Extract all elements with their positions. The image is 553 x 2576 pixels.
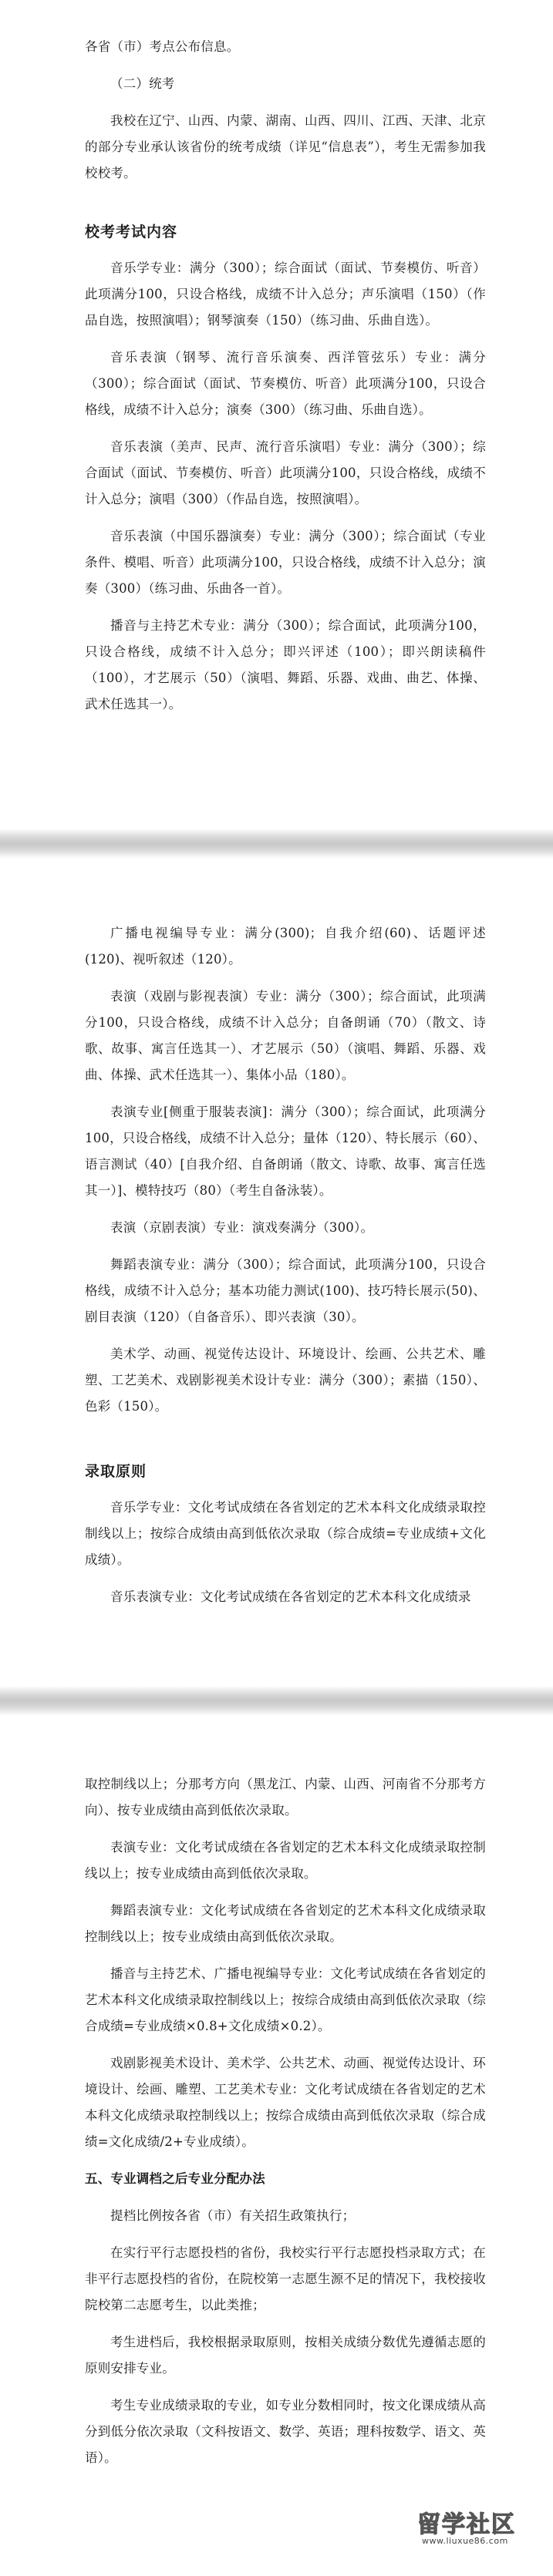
paragraph: 广播电视编导专业：满分(300)；自我介绍(60)、话题评述(120)、视听叙述（120）。 (85, 926, 486, 967)
page-separator (0, 829, 553, 859)
paragraph: 取控制线以上；分那考方向（黑龙江、内蒙、山西、河南省不分那考方向）、按专业成绩由高到低依次录取。 (85, 1777, 486, 1818)
paragraph: 表演专业[侧重于服装表演]：满分（300）；综合面试，此项满分100，只设合格线，成绩不计入总分；量体（120）、特长展示（60）、语言测试（40）[自我介绍、自备朗诵（散文、诗歌、故事、寓言任选其一）]、模特技巧（80）（考生自备泳装）。 (85, 1105, 486, 1198)
paragraph: 音乐表演（中国乐器演奏）专业：满分（300）；综合面试（专业条件、模唱、听音）此项满分100，只设合格线，成绩不计入总分；演奏（300）（练习曲、乐曲各一首）。 (85, 529, 486, 596)
paragraph: 美术学、动画、视觉传达设计、环境设计、绘画、公共艺术、雕塑、工艺美术、戏剧影视美术设计专业：满分（300）；素描（150）、色彩（150）。 (85, 1347, 486, 1414)
paragraph: 各省（市）考点公布信息。 (85, 39, 240, 54)
page-separator (0, 1686, 553, 1716)
heading-admission-principles: 录取原则 (85, 1463, 147, 1480)
site-watermark-logo (413, 2502, 536, 2556)
paragraph: 考生专业成绩录取的专业，如专业分数相同时，按文化课成绩从高分到低分依次录取（文科按语文、数学、英语；理科按数学、语文、英语）。 (85, 2398, 486, 2465)
paragraph: 舞蹈表演专业：满分（300）；综合面试，此项满分100，只设合格线，成绩不计入总分；基本功能力测试(100)、技巧特长展示(50)、剧目表演（120）（自备音乐）、即兴表演（30）。 (85, 1257, 486, 1324)
paragraph: 我校在辽宁、山西、内蒙、湖南、山西、四川、江西、天津、北京的部分专业承认该省份的统考成绩（详见“信息表”），考生无需参加我校校考。 (85, 113, 486, 180)
page-1-content (85, 34, 486, 728)
heading-exam-content: 校考考试内容 (85, 224, 178, 240)
paragraph: 音乐学专业：文化考试成绩在各省划定的艺术本科文化成绩录取控制线以上；按综合成绩由高到低依次录取（综合成绩=专业成绩+文化成绩）。 (85, 1500, 486, 1567)
section-heading-allocation: 五、专业调档之后专业分配办法 (85, 2171, 265, 2186)
paragraph: 舞蹈表演专业：文化考试成绩在各省划定的艺术本科文化成绩录取控制线以上；按专业成绩由高到低依次录取。 (85, 1903, 486, 1944)
paragraph: 戏剧影视美术设计、美术学、公共艺术、动画、视觉传达设计、环境设计、绘画、雕塑、工艺美术专业：文化考试成绩在各省划定的艺术本科文化成绩录取控制线以上；按综合成绩由高到低依次录取（综合成绩=文化成绩/2+专业成绩）。 (85, 2056, 486, 2149)
paragraph: 音乐表演（美声、民声、流行音乐演唱）专业：满分（300）；综合面试（面试、节奏模仿、听音）此项满分100，只设合格线，成绩不计入总分；演唱（300）（作品自选，按照演唱）。 (85, 439, 486, 506)
paragraph: 播音与主持艺术、广播电视编导专业：文化考试成绩在各省划定的艺术本科文化成绩录取控制线以上；按综合成绩由高到低依次录取（综合成绩=专业成绩×0.8+文化成绩×0.2）。 (85, 1966, 486, 2033)
section-subheading: （二）统考 (110, 76, 175, 91)
paragraph: 播音与主持艺术专业：满分（300）；综合面试，此项满分100，只设合格线，成绩不计入总分；即兴评述（100）；即兴朗读稿件（100），才艺展示（50）（演唱、舞蹈、乐器、戏曲、曲艺、体操、武术任选其一）。 (85, 618, 486, 711)
paragraph: 音乐学专业：满分（300）；综合面试（面试、节奏模仿、听音）此项满分100，只设合格线，成绩不计入总分；声乐演唱（150）（作品自选，按照演唱）；钢琴演奏（150）（练习曲、乐曲自选）。 (85, 261, 486, 328)
document-page-1 (0, 0, 553, 829)
paragraph: 音乐表演专业：文化考试成绩在各省划定的艺术本科文化成绩录 (110, 1589, 471, 1604)
paragraph: 音乐表演（钢琴、流行音乐演奏、西洋管弦乐）专业：满分（300）；综合面试（面试、节奏模仿、听音）此项满分100，只设合格线，成绩不计入总分；演奏（300）（练习曲、乐曲自选）。 (85, 350, 486, 417)
page-2-content (85, 920, 486, 1621)
document-page-2 (0, 859, 553, 1686)
paragraph: 表演（京剧表演）专业：演戏奏满分（300）。 (110, 1220, 374, 1235)
watermark-text: 留学社区 (417, 2511, 516, 2538)
paragraph: 提档比例按各省（市）有关招生政策执行； (110, 2208, 356, 2223)
paragraph: 在实行平行志愿投档的省份，我校实行平行志愿投档录取方式；在非平行志愿投档的省份，在院校第一志愿生源不足的情况下，我校接收院校第二志愿考生，以此类推； (85, 2245, 486, 2312)
paragraph: 表演（戏剧与影视表演）专业：满分（300）；综合面试，此项满分100，只设合格线，成绩不计入总分；自备朗诵（70）（散文、诗歌、故事、寓言任选其一）、才艺展示（50）（演唱、舞蹈、乐器、戏曲、体操、武术任选其一）、集体小品（180）。 (85, 989, 486, 1082)
page-3-content (85, 1771, 486, 2482)
paragraph: 考生进档后，我校根据录取原则，按相关成绩分数优先遵循志愿的原则安排专业。 (85, 2335, 486, 2376)
watermark-url: www.liuxue86.com (422, 2536, 508, 2546)
paragraph: 表演专业：文化考试成绩在各省划定的艺术本科文化成绩录取控制线以上；按专业成绩由高到低依次录取。 (85, 1840, 486, 1881)
document-page-3 (0, 1717, 553, 2576)
